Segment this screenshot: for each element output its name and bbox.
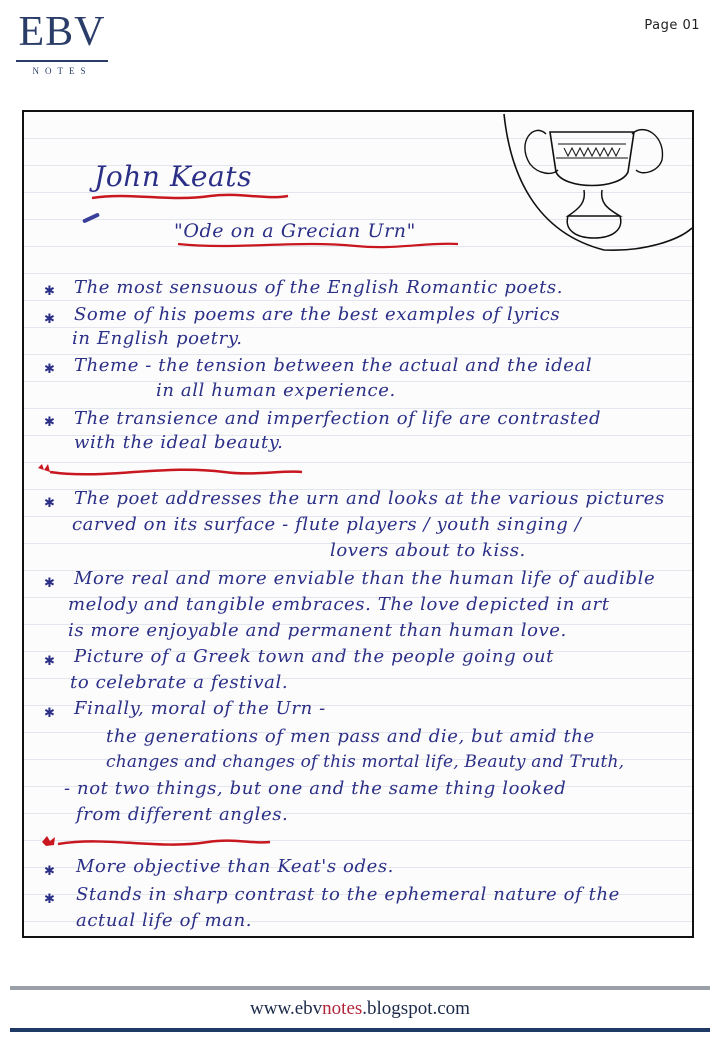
red-divider (38, 832, 278, 854)
note-line: in English poetry. (72, 328, 243, 349)
url-suffix: .blogspot.com (362, 998, 470, 1019)
notebook-page (22, 110, 694, 938)
note-line: Stands in sharp contrast to the ephemeral nature of the (76, 884, 620, 905)
note-line: carved on its surface - flute players / youth singing / (72, 514, 582, 535)
bullet-star-icon: ✱ (44, 312, 55, 327)
note-line: The most sensuous of the English Romantic poets. (74, 277, 564, 298)
note-line: with the ideal beauty. (74, 432, 284, 453)
footer-rule (10, 986, 710, 990)
bullet-star-icon: ✱ (44, 284, 55, 299)
note-line: The poet addresses the urn and looks at the various pictures (74, 488, 665, 509)
note-line: Picture of a Greek town and the people going out (74, 646, 554, 667)
poem-title-underline (176, 238, 461, 252)
bullet-star-icon: ✱ (44, 892, 55, 907)
note-line: in all human experience. (156, 380, 396, 401)
red-divider (34, 460, 314, 482)
ebv-notes-logo (14, 10, 110, 74)
bullet-star-icon: ✱ (44, 864, 55, 879)
note-line: actual life of man. (76, 910, 253, 931)
note-line: changes and changes of this mortal life, Beauty and Truth, (106, 752, 625, 772)
note-line: Some of his poems are the best examples of lyrics (74, 304, 561, 325)
logo-rule (16, 60, 108, 62)
url-highlight: notes (322, 998, 363, 1019)
note-line: Theme - the tension between the actual and the ideal (74, 355, 593, 376)
author-title: John Keats (94, 160, 253, 193)
grecian-urn-sketch-icon (494, 112, 694, 252)
footer-rule-bottom (10, 1028, 710, 1032)
logo-wordmark: EBV (18, 9, 106, 55)
logo-subtitle: NOTES (32, 66, 92, 76)
title-underline (90, 190, 290, 204)
note-line: More real and more enviable than the human life of audible (74, 568, 656, 589)
ink-mark (82, 212, 100, 223)
note-line: to celebrate a festival. (70, 672, 289, 693)
note-line: is more enjoyable and permanent than human love. (68, 620, 567, 641)
note-line: More objective than Keat's odes. (76, 856, 394, 877)
bullet-star-icon: ✱ (44, 576, 55, 591)
note-line: melody and tangible embraces. The love depicted in art (68, 594, 610, 615)
bullet-star-icon: ✱ (44, 654, 55, 669)
page-number: Page 01 (644, 18, 700, 33)
note-line: Finally, moral of the Urn - (74, 698, 326, 719)
note-line: the generations of men pass and die, but amid the (106, 726, 595, 747)
bullet-star-icon: ✱ (44, 496, 55, 511)
note-line: lovers about to kiss. (330, 540, 526, 561)
note-line: - not two things, but one and the same thing looked (64, 778, 567, 799)
note-line: from different angles. (76, 804, 289, 825)
bullet-star-icon: ✱ (44, 362, 55, 377)
footer-url-link[interactable] (0, 998, 720, 1020)
url-prefix: www.ebv (250, 998, 323, 1019)
poem-title: "Ode on a Grecian Urn" (174, 220, 416, 242)
note-line: The transience and imperfection of life are contrasted (74, 408, 602, 429)
bullet-star-icon: ✱ (44, 706, 55, 721)
bullet-star-icon: ✱ (44, 415, 55, 430)
